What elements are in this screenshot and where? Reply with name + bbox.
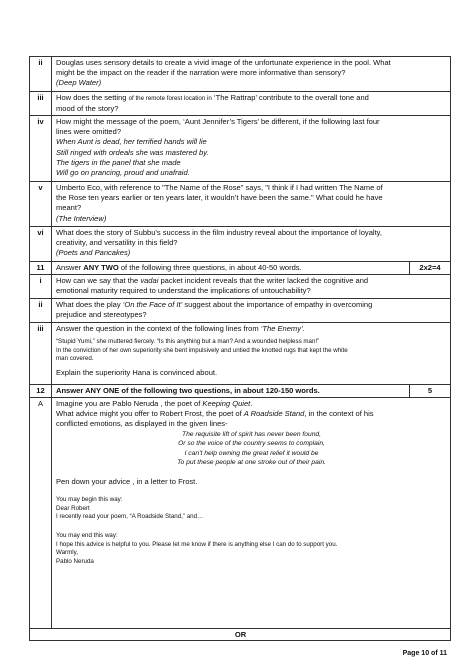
text-line: How might the message of the poem, ‘Aunt Jennifer’s Tigers’ be different, if the following last four bbox=[56, 117, 380, 126]
q-number: iii bbox=[30, 323, 52, 385]
row-11-i bbox=[30, 275, 451, 299]
verse-line: I can’t help owning the great relief it would be bbox=[184, 449, 319, 457]
q-number: 11 bbox=[30, 262, 52, 275]
text-line: What does the story of Subbu's success in the film industry reveal about the importance of loyalty, bbox=[56, 228, 382, 237]
or-row bbox=[30, 629, 451, 641]
question-text bbox=[52, 92, 451, 116]
row-vi bbox=[30, 227, 451, 262]
question-table-container bbox=[29, 56, 450, 641]
text-line: Explain the superiority Hana is convinced about. bbox=[56, 367, 218, 377]
marks-cell: 2x2=4 bbox=[410, 262, 451, 275]
question-text bbox=[52, 323, 451, 385]
row-v bbox=[30, 182, 451, 227]
extract-line: In the conviction of her own superiority she bent impulsively and untied the knotted rugs that kept the white bbox=[56, 346, 348, 354]
section-instruction: Answer ANY TWO of the following three questions, in about 40-50 words. bbox=[52, 262, 410, 275]
text-line: might be the impact on the reader if the narration were more informative than sensory? bbox=[56, 68, 346, 78]
marks-cell: 5 bbox=[410, 385, 451, 398]
text-line: creativity, and versatility in this field? bbox=[56, 238, 178, 248]
text-line: Douglas uses sensory details to create a vivid image of the unfortunate experience in the pool. What bbox=[56, 58, 391, 67]
row-iv bbox=[30, 116, 451, 182]
text-line: conflicted emotions, as displayed in the given lines- bbox=[56, 419, 228, 429]
row-11-iii bbox=[30, 323, 451, 385]
row-iii bbox=[30, 92, 451, 116]
question-text bbox=[52, 182, 451, 227]
extract-line: “Stupid Yumi,” she muttered fiercely. “Is this anything but a man? And a wounded helpless man!” bbox=[56, 338, 320, 346]
q-number: A bbox=[30, 398, 52, 629]
text-line: mood of the story? bbox=[56, 103, 119, 113]
end-line: I hope this advice is helpful to you. Please let me know if there is anything else I can do to support you. bbox=[56, 540, 338, 548]
begin-line: Dear Robert bbox=[56, 504, 90, 512]
q-number: i bbox=[30, 275, 52, 299]
question-text bbox=[52, 275, 451, 299]
source-text: (Deep Water) bbox=[56, 78, 102, 88]
text-line: Umberto Eco, with reference to "The Name of the Rose" says, "I think if I had written The Name of bbox=[56, 183, 383, 192]
source-text: (Poets and Pancakes) bbox=[56, 248, 131, 258]
or-label: OR bbox=[30, 629, 451, 641]
text-line: the Rose ten years earlier or ten years later, it wouldn’t have been the same." What could he have bbox=[56, 193, 383, 203]
q-number: 12 bbox=[30, 385, 52, 398]
text-line: Answer the question in the context of the following lines from ‘The Enemy’. bbox=[56, 324, 305, 333]
row-ii bbox=[30, 57, 451, 92]
text-line: lines were omitted? bbox=[56, 127, 122, 137]
text-line: What does the play ‘On the Face of It’ suggest about the importance of empathy in overcoming bbox=[56, 300, 373, 309]
verse-line: The requisite lift of spirit has never been found, bbox=[181, 430, 322, 438]
question-text bbox=[52, 57, 451, 92]
page-number: Page 10 of 11 bbox=[402, 650, 447, 657]
text-line: How can we say that the vadai packet incident reveals that the writer lacked the cognitive and bbox=[56, 276, 369, 285]
begin-line: You may begin this way: bbox=[56, 496, 123, 504]
section-12-header bbox=[30, 385, 451, 398]
q-number: ii bbox=[30, 57, 52, 92]
text-line: How does the setting of the remote forest location in ‘The Rattrap’ contribute to the overall tone and bbox=[56, 93, 369, 102]
row-12-A bbox=[30, 398, 451, 629]
begin-line: I recently read your poem, “A Roadside Stand,” and… bbox=[56, 513, 204, 521]
task-line: Pen down your advice , in a letter to Frost. bbox=[56, 476, 198, 486]
question-text bbox=[52, 299, 451, 323]
section-instruction: Answer ANY ONE of the following two questions, in about 120-150 words. bbox=[52, 385, 410, 398]
poem-line: The tigers in the panel that she made bbox=[56, 157, 181, 167]
text-line: emotional maturity required to understand the implications of untouchability? bbox=[56, 286, 311, 296]
text-line: meant? bbox=[56, 203, 82, 213]
question-text bbox=[52, 116, 451, 182]
poem-line: When Aunt is dead, her terrified hands will lie bbox=[56, 137, 207, 147]
q-number: ii bbox=[30, 299, 52, 323]
question-text bbox=[52, 227, 451, 262]
source-text: (The Interview) bbox=[56, 213, 107, 223]
text-line: What advice might you offer to Robert Frost, the poet of A Roadside Stand, in the context of his bbox=[56, 409, 374, 419]
q-number: vi bbox=[30, 227, 52, 262]
q-number: v bbox=[30, 182, 52, 227]
text-line: prejudice and stereotypes? bbox=[56, 310, 147, 320]
row-11-ii bbox=[30, 299, 451, 323]
text-line: Imagine you are Pablo Neruda , the poet of Keeping Quiet. bbox=[56, 399, 253, 408]
verse-line: To put these people at one stroke out of their pain. bbox=[177, 459, 326, 467]
end-line: Pablo Neruda bbox=[56, 557, 94, 565]
extract-line: man covered. bbox=[56, 355, 94, 363]
section-11-header bbox=[30, 262, 451, 275]
question-table bbox=[29, 56, 451, 641]
poem-line: Will go on prancing, proud and unafraid. bbox=[56, 168, 190, 178]
end-line: You may end this way: bbox=[56, 531, 118, 539]
question-text bbox=[52, 398, 451, 629]
q-number: iv bbox=[30, 116, 52, 182]
q-number: iii bbox=[30, 92, 52, 116]
verse-line: Or so the voice of the country seems to complain, bbox=[178, 440, 325, 448]
poem-line: Still ringed with ordeals she was mastered by. bbox=[56, 147, 209, 157]
end-line: Warmly, bbox=[56, 549, 78, 557]
